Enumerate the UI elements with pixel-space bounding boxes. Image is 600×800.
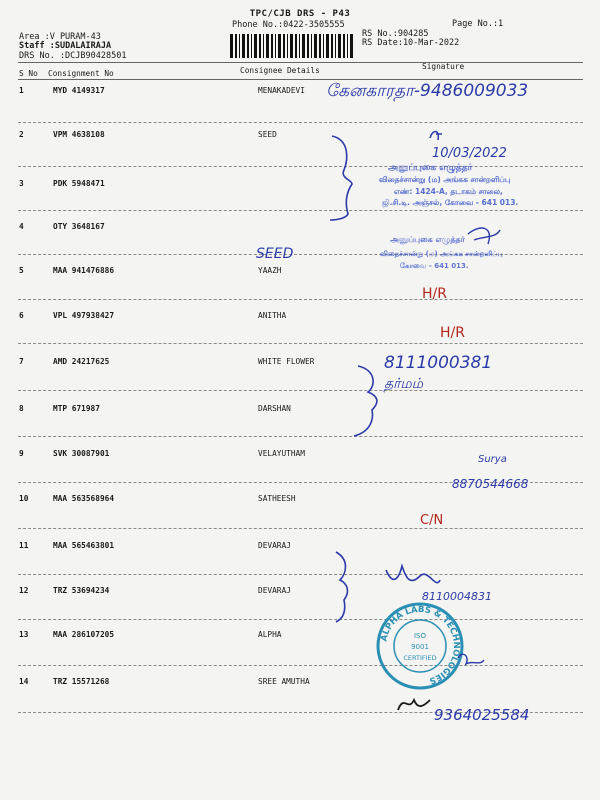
barcode-bar bbox=[235, 34, 237, 58]
barcode-bar bbox=[343, 34, 345, 58]
row-sno: 3 bbox=[19, 179, 24, 188]
handwritten-surya: Surya bbox=[478, 454, 507, 465]
stamp-dispatch-clerk-2 bbox=[380, 235, 503, 270]
row-divider bbox=[18, 343, 583, 344]
row-consignee: DARSHAN bbox=[258, 404, 291, 413]
handwritten-tamil-row7: தர்மம் bbox=[384, 376, 423, 392]
row-consignee: ANITHA bbox=[258, 311, 287, 320]
row-consignee: YAAZH bbox=[258, 266, 282, 275]
col-signature: Signature bbox=[422, 62, 465, 71]
row-consignment: MAA 286107205 bbox=[53, 630, 115, 639]
row-consignee: SATHEESH bbox=[258, 494, 296, 503]
handwritten-date: 10/03/2022 bbox=[432, 146, 507, 161]
row-divider bbox=[18, 619, 583, 620]
signature-scribble-row13 bbox=[458, 654, 484, 664]
table-row bbox=[0, 357, 600, 371]
row-sno: 11 bbox=[19, 541, 29, 550]
stamp2-line2: விதைச்சான்று (ம) அங்கக சான்றளிப்பு bbox=[380, 250, 503, 258]
row-divider bbox=[18, 299, 583, 300]
row-consignment: SVK 30087901 bbox=[53, 449, 110, 458]
row-consignment: MAA 565463801 bbox=[53, 541, 115, 550]
barcode-bar bbox=[275, 34, 276, 58]
row-sno: 5 bbox=[19, 266, 24, 275]
row-divider bbox=[18, 210, 583, 211]
barcode-bar bbox=[347, 34, 348, 58]
table-row bbox=[0, 266, 600, 280]
barcode bbox=[230, 34, 354, 58]
row-consignment: TRZ 15571268 bbox=[53, 677, 110, 686]
barcode-bar bbox=[302, 34, 305, 58]
row-sno: 2 bbox=[19, 130, 24, 139]
page-number: Page No.:1 bbox=[452, 19, 504, 29]
table-row bbox=[0, 630, 600, 644]
row-divider bbox=[18, 122, 583, 123]
barcode-bar bbox=[350, 34, 353, 58]
barcode-bar bbox=[239, 34, 240, 58]
row-sno: 13 bbox=[19, 630, 29, 639]
col-consignee: Consignee Details bbox=[240, 66, 320, 75]
barcode-bar bbox=[326, 34, 329, 58]
columns-divider bbox=[18, 79, 583, 80]
table-row bbox=[0, 677, 600, 691]
handwritten-signature-row1: கேனகாரதா-9486009033 bbox=[326, 81, 529, 101]
row-sno: 10 bbox=[19, 494, 29, 503]
header-divider bbox=[18, 62, 583, 63]
col-consignment: Consignment No bbox=[48, 69, 114, 78]
svg-text:ALPHA LABS & TECHNOLOGIES bbox=[379, 605, 461, 686]
row-sno: 7 bbox=[19, 357, 24, 366]
row-sno: 8 bbox=[19, 404, 24, 413]
row-sno: 6 bbox=[19, 311, 24, 320]
signature-scribble-row14 bbox=[398, 700, 430, 710]
row-consignee: DEVARAJ bbox=[258, 586, 291, 595]
table-row bbox=[0, 449, 600, 463]
staff-label-text: Staff bbox=[19, 41, 45, 51]
barcode-bar bbox=[290, 34, 293, 58]
barcode-bar bbox=[259, 34, 261, 58]
row-consignment: TRZ 53694234 bbox=[53, 586, 110, 595]
barcode-bar bbox=[299, 34, 300, 58]
table-row bbox=[0, 179, 600, 193]
barcode-bar bbox=[247, 34, 249, 58]
barcode-bar bbox=[323, 34, 324, 58]
barcode-bar bbox=[266, 34, 269, 58]
row-consignee: WHITE FLOWER bbox=[258, 357, 315, 366]
barcode-bar bbox=[278, 34, 281, 58]
handwritten-phone-row11: 8110004831 bbox=[422, 590, 492, 603]
staff-label bbox=[19, 41, 111, 51]
barcode-bar bbox=[335, 34, 336, 58]
barcode-bar bbox=[319, 34, 321, 58]
area-label: Area :V PURAM-43 bbox=[19, 32, 101, 42]
row-consignee: SEED bbox=[258, 130, 277, 139]
row-divider bbox=[18, 436, 583, 437]
row-consignment: VPM 4638108 bbox=[53, 130, 105, 139]
alpha-labs-seal bbox=[378, 604, 462, 688]
seal-number: 9001 bbox=[411, 643, 429, 651]
seal-certified: CERTIFIED bbox=[403, 654, 437, 662]
stamp2-line3: கோவை - 641 013. bbox=[400, 262, 469, 270]
drs-number: DRS No. :DCJB90428501 bbox=[19, 51, 127, 61]
stamp1-line2: விதைச்சான்று (ம) அங்கக சான்றளிப்பு bbox=[379, 175, 511, 184]
row-consignee: DEVARAJ bbox=[258, 541, 291, 550]
barcode-bar bbox=[263, 34, 264, 58]
barcode-bar bbox=[295, 34, 297, 58]
row-divider bbox=[18, 574, 583, 575]
barcode-bar bbox=[271, 34, 273, 58]
col-sno: S No bbox=[19, 69, 38, 78]
staff-value: :SUDALAIRAJA bbox=[49, 41, 112, 51]
row-consignee: SREE AMUTHA bbox=[258, 677, 310, 686]
table-row bbox=[0, 404, 600, 418]
row-divider bbox=[18, 482, 583, 483]
rs-date: RS Date:10-Mar-2022 bbox=[362, 38, 460, 48]
table-row bbox=[0, 311, 600, 325]
rs-number: RS No.:904285 bbox=[362, 29, 429, 39]
table-row bbox=[0, 222, 600, 236]
table-row bbox=[0, 586, 600, 600]
seal-iso: ISO bbox=[413, 632, 427, 640]
table-row bbox=[0, 130, 600, 144]
row-sno: 14 bbox=[19, 677, 29, 686]
seal-ring-text: ALPHA LABS & TECHNOLOGIES bbox=[379, 604, 462, 686]
barcode-bar bbox=[251, 34, 252, 58]
row-consignment: MTP 671987 bbox=[53, 404, 100, 413]
document-title: TPC/CJB DRS - P43 bbox=[249, 9, 351, 19]
row-consignment: VPL 497938427 bbox=[53, 311, 115, 320]
row-consignment: PDK 5948471 bbox=[53, 179, 105, 188]
barcode-bar bbox=[314, 34, 317, 58]
row-sno: 12 bbox=[19, 586, 29, 595]
barcode-bar bbox=[254, 34, 257, 58]
row-divider bbox=[18, 254, 583, 255]
table-row bbox=[0, 541, 600, 555]
barcode-bar bbox=[230, 34, 233, 58]
row-consignment: OTY 3648167 bbox=[53, 222, 105, 231]
row-consignment: MYD 4149317 bbox=[53, 86, 105, 95]
row-consignee: VELAYUTHAM bbox=[258, 449, 305, 458]
row-sno: 9 bbox=[19, 449, 24, 458]
handwritten-cn: C/N bbox=[420, 513, 444, 528]
table-row bbox=[0, 494, 600, 508]
row-divider bbox=[18, 166, 583, 167]
row-consignee: ALPHA bbox=[258, 630, 282, 639]
bracket-rows-2-3 bbox=[330, 136, 352, 220]
row-consignee: MENAKADEVI bbox=[258, 86, 305, 95]
handwritten-hr-1: H/R bbox=[422, 286, 447, 302]
row-sno: 1 bbox=[19, 86, 24, 95]
stamp1-line1: அனுப்புகை எழுத்தர் bbox=[388, 163, 473, 173]
row-divider bbox=[18, 665, 583, 666]
phone-number: Phone No.:0422-3505555 bbox=[232, 20, 345, 30]
stamp1-line3: எண்: 1424-A, தடாகம் சாலை, bbox=[394, 187, 503, 196]
stamp2-line1: அனுப்புகை எழுத்தர் bbox=[390, 235, 465, 244]
row-consignment: AMD 24217625 bbox=[53, 357, 110, 366]
barcode-bar bbox=[307, 34, 309, 58]
barcode-bar bbox=[311, 34, 312, 58]
barcode-bar bbox=[331, 34, 333, 58]
handwritten-hr-2: H/R bbox=[440, 325, 465, 341]
row-divider bbox=[18, 390, 583, 391]
row-divider bbox=[18, 712, 583, 713]
row-consignment: MAA 563568964 bbox=[53, 494, 115, 503]
table-row bbox=[0, 86, 600, 100]
row-consignment: MAA 941476886 bbox=[53, 266, 115, 275]
bracket-rows-7-8 bbox=[354, 366, 377, 436]
barcode-bar bbox=[338, 34, 341, 58]
row-sno: 4 bbox=[19, 222, 24, 231]
handwritten-phone-row7: 8111000381 bbox=[384, 353, 493, 373]
handwritten-phone-row9: 8870544668 bbox=[452, 477, 529, 491]
handwritten-seed: SEED bbox=[256, 246, 294, 262]
row-divider bbox=[18, 528, 583, 529]
barcode-bar bbox=[283, 34, 285, 58]
stamp1-line4: ஜி.சி.டி. அஞ்சல், கோவை - 641 013. bbox=[382, 198, 519, 207]
handwritten-phone-row14: 9364025584 bbox=[434, 706, 530, 724]
barcode-bar bbox=[287, 34, 288, 58]
barcode-bar bbox=[242, 34, 245, 58]
